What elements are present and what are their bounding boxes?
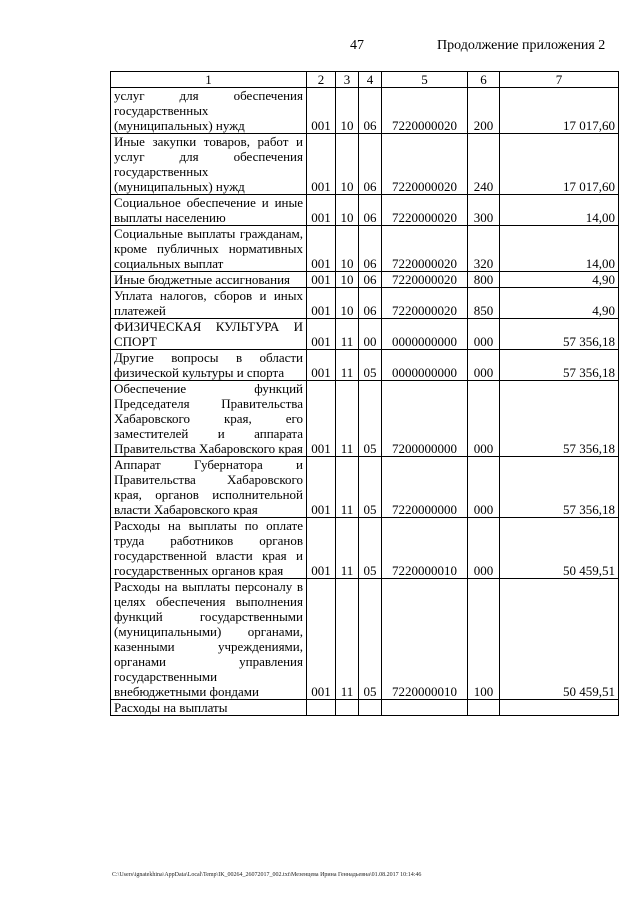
expense-type-code: 000 [468, 457, 500, 518]
target-article-code: 7220000000 [382, 457, 468, 518]
column-header: 5 [382, 72, 468, 88]
amount: 50 459,51 [500, 579, 619, 700]
table-row [111, 350, 619, 381]
column-header: 4 [359, 72, 382, 88]
subsection-code: 06 [359, 134, 382, 195]
subsection-code: 06 [359, 272, 382, 288]
expense-type-code: 100 [468, 579, 500, 700]
target-article-code: 7220000020 [382, 88, 468, 134]
row-name: ФИЗИЧЕСКАЯ КУЛЬТУРА И СПОРТ [111, 319, 307, 350]
amount: 57 356,18 [500, 350, 619, 381]
column-header: 3 [336, 72, 359, 88]
table-row [111, 88, 619, 134]
table-row [111, 319, 619, 350]
amount: 14,00 [500, 195, 619, 226]
table-row [111, 518, 619, 579]
amount: 57 356,18 [500, 381, 619, 457]
section-code: 10 [336, 288, 359, 319]
expense-type-code: 300 [468, 195, 500, 226]
table-row [111, 700, 619, 716]
file-path-footer: C:\Users\ignatekhina\AppData\Local\Temp\IK_00264_26072017_002.txt\Мезенцева Ирина Геннадьевна\01.08.2017 10:14:46 [112, 872, 422, 878]
ministry-code: 001 [307, 288, 336, 319]
amount: 57 356,18 [500, 319, 619, 350]
table-row [111, 288, 619, 319]
target-article-code: 0000000000 [382, 319, 468, 350]
page-number: 47 [350, 38, 364, 53]
target-article-code: 7220000020 [382, 226, 468, 272]
ministry-code: 001 [307, 350, 336, 381]
section-code: 11 [336, 350, 359, 381]
subsection-code: 00 [359, 319, 382, 350]
ministry-code [307, 700, 336, 716]
target-article-code: 7220000020 [382, 134, 468, 195]
expense-type-code: 000 [468, 518, 500, 579]
row-name: Расходы на выплаты по оплате труда работников органов государственной власти края и государственных органов края [111, 518, 307, 579]
target-article-code: 0000000000 [382, 350, 468, 381]
amount: 4,90 [500, 272, 619, 288]
subsection-code: 05 [359, 579, 382, 700]
row-name: Уплата налогов, сборов и иных платежей [111, 288, 307, 319]
ministry-code: 001 [307, 195, 336, 226]
row-name: Социальное обеспечение и иные выплаты населению [111, 195, 307, 226]
ministry-code: 001 [307, 381, 336, 457]
subsection-code: 06 [359, 88, 382, 134]
subsection-code: 06 [359, 226, 382, 272]
section-code: 10 [336, 88, 359, 134]
column-header: 7 [500, 72, 619, 88]
row-name: Социальные выплаты гражданам, кроме публичных нормативных социальных выплат [111, 226, 307, 272]
amount: 57 356,18 [500, 457, 619, 518]
target-article-code [382, 700, 468, 716]
row-name: услуг для обеспечения государственных (муниципальных) нужд [111, 88, 307, 134]
expense-type-code: 000 [468, 350, 500, 381]
expense-type-code: 320 [468, 226, 500, 272]
table-row [111, 226, 619, 272]
section-code: 10 [336, 195, 359, 226]
subsection-code: 06 [359, 195, 382, 226]
target-article-code: 7220000020 [382, 288, 468, 319]
subsection-code [359, 700, 382, 716]
subsection-code: 05 [359, 518, 382, 579]
column-number-row [111, 72, 619, 88]
table-row [111, 457, 619, 518]
target-article-code: 7220000010 [382, 579, 468, 700]
row-name: Расходы на выплаты персоналу в целях обеспечения выполнения функций государственными (муниципальными) органами, казенными учреждениями, органами управления государственными внебюджетными фондами [111, 579, 307, 700]
section-code: 11 [336, 457, 359, 518]
amount: 17 017,60 [500, 88, 619, 134]
target-article-code: 7220000020 [382, 195, 468, 226]
expense-type-code: 000 [468, 381, 500, 457]
ministry-code: 001 [307, 579, 336, 700]
section-code: 11 [336, 579, 359, 700]
subsection-code: 05 [359, 350, 382, 381]
section-code: 11 [336, 518, 359, 579]
target-article-code: 7220000010 [382, 518, 468, 579]
subsection-code: 06 [359, 288, 382, 319]
section-code: 11 [336, 319, 359, 350]
appendix-continuation: Продолжение приложения 2 [437, 38, 606, 53]
subsection-code: 05 [359, 457, 382, 518]
ministry-code: 001 [307, 518, 336, 579]
target-article-code: 7200000000 [382, 381, 468, 457]
row-name: Расходы на выплаты [111, 700, 307, 716]
row-name: Аппарат Губернатора и Правительства Хабаровского края, органов исполнительной власти Хабаровского края [111, 457, 307, 518]
table-row [111, 579, 619, 700]
section-code: 10 [336, 226, 359, 272]
amount: 14,00 [500, 226, 619, 272]
expense-type-code: 000 [468, 319, 500, 350]
section-code: 10 [336, 272, 359, 288]
amount: 17 017,60 [500, 134, 619, 195]
row-name: Иные бюджетные ассигнования [111, 272, 307, 288]
table-row [111, 381, 619, 457]
section-code: 10 [336, 134, 359, 195]
column-header: 6 [468, 72, 500, 88]
subsection-code: 05 [359, 381, 382, 457]
ministry-code: 001 [307, 457, 336, 518]
table-row [111, 195, 619, 226]
expense-type-code [468, 700, 500, 716]
amount: 50 459,51 [500, 518, 619, 579]
expense-type-code: 200 [468, 88, 500, 134]
ministry-code: 001 [307, 134, 336, 195]
expense-type-code: 850 [468, 288, 500, 319]
expense-type-code: 240 [468, 134, 500, 195]
target-article-code: 7220000020 [382, 272, 468, 288]
row-name: Обеспечение функций Председателя Правительства Хабаровского края, его заместителей и аппарата Правительства Хабаровского края [111, 381, 307, 457]
budget-table [110, 71, 619, 716]
amount [500, 700, 619, 716]
ministry-code: 001 [307, 88, 336, 134]
table-row [111, 272, 619, 288]
column-header: 1 [111, 72, 307, 88]
amount: 4,90 [500, 288, 619, 319]
expense-type-code: 800 [468, 272, 500, 288]
table-row [111, 134, 619, 195]
section-code: 11 [336, 381, 359, 457]
row-name: Иные закупки товаров, работ и услуг для обеспечения государственных (муниципальных) нужд [111, 134, 307, 195]
ministry-code: 001 [307, 319, 336, 350]
ministry-code: 001 [307, 272, 336, 288]
column-header: 2 [307, 72, 336, 88]
row-name: Другие вопросы в области физической культуры и спорта [111, 350, 307, 381]
section-code [336, 700, 359, 716]
ministry-code: 001 [307, 226, 336, 272]
